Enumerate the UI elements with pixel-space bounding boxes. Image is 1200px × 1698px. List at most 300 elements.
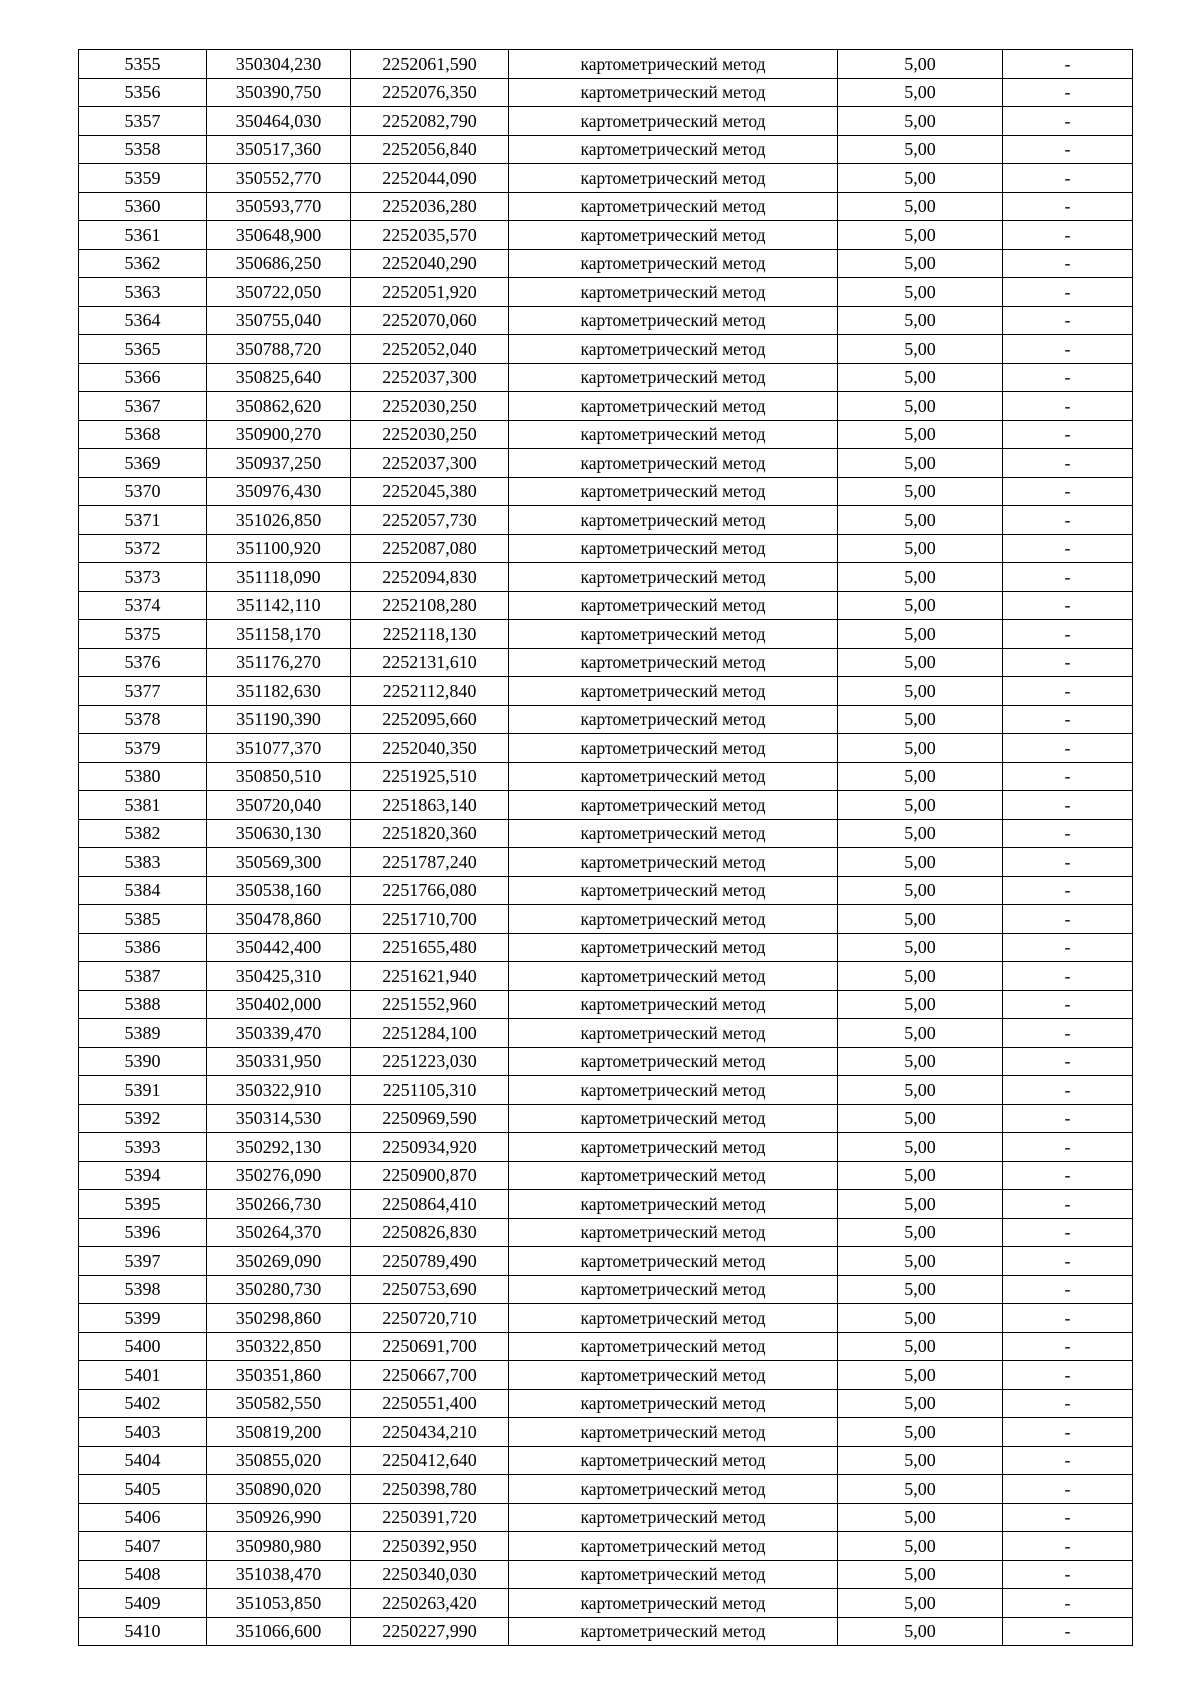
point-number-cell: 5385 [79, 905, 207, 934]
y-coordinate-cell: 2250934,920 [351, 1133, 509, 1162]
table-row [79, 1361, 1133, 1390]
x-coordinate-cell: 350720,040 [207, 791, 351, 820]
y-coordinate-cell: 2250412,640 [351, 1446, 509, 1475]
x-coordinate-cell: 351038,470 [207, 1560, 351, 1589]
y-coordinate-cell: 2252040,350 [351, 734, 509, 763]
y-coordinate-cell: 2252037,300 [351, 449, 509, 478]
x-coordinate-cell: 350402,000 [207, 990, 351, 1019]
point-number-cell: 5409 [79, 1589, 207, 1618]
y-coordinate-cell: 2250667,700 [351, 1361, 509, 1390]
x-coordinate-cell: 350464,030 [207, 107, 351, 136]
note-cell: - [1003, 1076, 1133, 1105]
x-coordinate-cell: 350314,530 [207, 1104, 351, 1133]
table-row [79, 420, 1133, 449]
method-cell: картометрический метод [509, 1389, 838, 1418]
note-cell: - [1003, 1617, 1133, 1646]
table-row [79, 1389, 1133, 1418]
point-number-cell: 5369 [79, 449, 207, 478]
table-row [79, 192, 1133, 221]
point-number-cell: 5383 [79, 848, 207, 877]
x-coordinate-cell: 351190,390 [207, 705, 351, 734]
method-cell: картометрический метод [509, 1589, 838, 1618]
accuracy-cell: 5,00 [838, 620, 1003, 649]
y-coordinate-cell: 2252131,610 [351, 648, 509, 677]
table-row [79, 591, 1133, 620]
note-cell: - [1003, 1133, 1133, 1162]
table-row [79, 534, 1133, 563]
accuracy-cell: 5,00 [838, 164, 1003, 193]
y-coordinate-cell: 2252082,790 [351, 107, 509, 136]
table-row [79, 50, 1133, 79]
accuracy-cell: 5,00 [838, 1247, 1003, 1276]
point-number-cell: 5384 [79, 876, 207, 905]
point-number-cell: 5377 [79, 677, 207, 706]
point-number-cell: 5379 [79, 734, 207, 763]
y-coordinate-cell: 2251105,310 [351, 1076, 509, 1105]
note-cell: - [1003, 1418, 1133, 1447]
method-cell: картометрический метод [509, 876, 838, 905]
note-cell: - [1003, 591, 1133, 620]
method-cell: картометрический метод [509, 648, 838, 677]
x-coordinate-cell: 350322,910 [207, 1076, 351, 1105]
method-cell: картометрический метод [509, 306, 838, 335]
y-coordinate-cell: 2252094,830 [351, 563, 509, 592]
x-coordinate-cell: 350442,400 [207, 933, 351, 962]
x-coordinate-cell: 351118,090 [207, 563, 351, 592]
y-coordinate-cell: 2250720,710 [351, 1304, 509, 1333]
table-row [79, 1076, 1133, 1105]
method-cell: картометрический метод [509, 1418, 838, 1447]
point-number-cell: 5388 [79, 990, 207, 1019]
point-number-cell: 5359 [79, 164, 207, 193]
point-number-cell: 5400 [79, 1332, 207, 1361]
x-coordinate-cell: 350788,720 [207, 335, 351, 364]
x-coordinate-cell: 350425,310 [207, 962, 351, 991]
x-coordinate-cell: 350630,130 [207, 819, 351, 848]
x-coordinate-cell: 351158,170 [207, 620, 351, 649]
note-cell: - [1003, 1503, 1133, 1532]
y-coordinate-cell: 2252051,920 [351, 278, 509, 307]
accuracy-cell: 5,00 [838, 1161, 1003, 1190]
method-cell: картометрический метод [509, 1161, 838, 1190]
accuracy-cell: 5,00 [838, 734, 1003, 763]
table-row [79, 392, 1133, 421]
note-cell: - [1003, 1104, 1133, 1133]
y-coordinate-cell: 2252052,040 [351, 335, 509, 364]
y-coordinate-cell: 2252035,570 [351, 221, 509, 250]
point-number-cell: 5356 [79, 78, 207, 107]
note-cell: - [1003, 762, 1133, 791]
y-coordinate-cell: 2250969,590 [351, 1104, 509, 1133]
x-coordinate-cell: 350339,470 [207, 1019, 351, 1048]
table-row [79, 848, 1133, 877]
table-row [79, 1133, 1133, 1162]
y-coordinate-cell: 2252030,250 [351, 392, 509, 421]
y-coordinate-cell: 2251863,140 [351, 791, 509, 820]
point-number-cell: 5389 [79, 1019, 207, 1048]
method-cell: картометрический метод [509, 50, 838, 79]
method-cell: картометрический метод [509, 762, 838, 791]
accuracy-cell: 5,00 [838, 1361, 1003, 1390]
table-row [79, 1304, 1133, 1333]
x-coordinate-cell: 351100,920 [207, 534, 351, 563]
accuracy-cell: 5,00 [838, 1475, 1003, 1504]
x-coordinate-cell: 350569,300 [207, 848, 351, 877]
accuracy-cell: 5,00 [838, 50, 1003, 79]
note-cell: - [1003, 1475, 1133, 1504]
accuracy-cell: 5,00 [838, 1304, 1003, 1333]
accuracy-cell: 5,00 [838, 1190, 1003, 1219]
point-number-cell: 5382 [79, 819, 207, 848]
table-row [79, 221, 1133, 250]
method-cell: картометрический метод [509, 591, 838, 620]
point-number-cell: 5380 [79, 762, 207, 791]
method-cell: картометрический метод [509, 363, 838, 392]
method-cell: картометрический метод [509, 1617, 838, 1646]
table-row [79, 1190, 1133, 1219]
x-coordinate-cell: 350862,620 [207, 392, 351, 421]
method-cell: картометрический метод [509, 335, 838, 364]
accuracy-cell: 5,00 [838, 392, 1003, 421]
point-number-cell: 5396 [79, 1218, 207, 1247]
accuracy-cell: 5,00 [838, 363, 1003, 392]
table-row [79, 363, 1133, 392]
y-coordinate-cell: 2252045,380 [351, 477, 509, 506]
x-coordinate-cell: 350926,990 [207, 1503, 351, 1532]
accuracy-cell: 5,00 [838, 705, 1003, 734]
method-cell: картометрический метод [509, 1076, 838, 1105]
y-coordinate-cell: 2250551,400 [351, 1389, 509, 1418]
y-coordinate-cell: 2252036,280 [351, 192, 509, 221]
table-row [79, 78, 1133, 107]
table-row [79, 620, 1133, 649]
method-cell: картометрический метод [509, 278, 838, 307]
accuracy-cell: 5,00 [838, 905, 1003, 934]
note-cell: - [1003, 1332, 1133, 1361]
y-coordinate-cell: 2250398,780 [351, 1475, 509, 1504]
y-coordinate-cell: 2251655,480 [351, 933, 509, 962]
point-number-cell: 5355 [79, 50, 207, 79]
x-coordinate-cell: 350264,370 [207, 1218, 351, 1247]
accuracy-cell: 5,00 [838, 762, 1003, 791]
point-number-cell: 5358 [79, 135, 207, 164]
method-cell: картометрический метод [509, 990, 838, 1019]
point-number-cell: 5390 [79, 1047, 207, 1076]
y-coordinate-cell: 2251787,240 [351, 848, 509, 877]
method-cell: картометрический метод [509, 1304, 838, 1333]
note-cell: - [1003, 791, 1133, 820]
method-cell: картометрический метод [509, 107, 838, 136]
y-coordinate-cell: 2251621,940 [351, 962, 509, 991]
y-coordinate-cell: 2251710,700 [351, 905, 509, 934]
method-cell: картометрический метод [509, 791, 838, 820]
method-cell: картометрический метод [509, 1475, 838, 1504]
x-coordinate-cell: 350280,730 [207, 1275, 351, 1304]
x-coordinate-cell: 350825,640 [207, 363, 351, 392]
point-number-cell: 5368 [79, 420, 207, 449]
note-cell: - [1003, 1589, 1133, 1618]
x-coordinate-cell: 351026,850 [207, 506, 351, 535]
point-number-cell: 5407 [79, 1532, 207, 1561]
x-coordinate-cell: 350292,130 [207, 1133, 351, 1162]
note-cell: - [1003, 1389, 1133, 1418]
y-coordinate-cell: 2252030,250 [351, 420, 509, 449]
y-coordinate-cell: 2252061,590 [351, 50, 509, 79]
accuracy-cell: 5,00 [838, 962, 1003, 991]
table-row [79, 876, 1133, 905]
accuracy-cell: 5,00 [838, 534, 1003, 563]
x-coordinate-cell: 350322,850 [207, 1332, 351, 1361]
note-cell: - [1003, 705, 1133, 734]
point-number-cell: 5402 [79, 1389, 207, 1418]
y-coordinate-cell: 2250392,950 [351, 1532, 509, 1561]
point-number-cell: 5371 [79, 506, 207, 535]
table-row [79, 1218, 1133, 1247]
method-cell: картометрический метод [509, 1532, 838, 1561]
table-row [79, 278, 1133, 307]
table-row [79, 791, 1133, 820]
y-coordinate-cell: 2252037,300 [351, 363, 509, 392]
table-row [79, 1617, 1133, 1646]
point-number-cell: 5363 [79, 278, 207, 307]
y-coordinate-cell: 2251284,100 [351, 1019, 509, 1048]
note-cell: - [1003, 677, 1133, 706]
table-row [79, 1418, 1133, 1447]
table-row [79, 648, 1133, 677]
table-row [79, 1104, 1133, 1133]
accuracy-cell: 5,00 [838, 1532, 1003, 1561]
table-row [79, 1047, 1133, 1076]
point-number-cell: 5365 [79, 335, 207, 364]
accuracy-cell: 5,00 [838, 1133, 1003, 1162]
note-cell: - [1003, 107, 1133, 136]
table-row [79, 1019, 1133, 1048]
x-coordinate-cell: 350900,270 [207, 420, 351, 449]
table-row [79, 677, 1133, 706]
accuracy-cell: 5,00 [838, 1389, 1003, 1418]
x-coordinate-cell: 350478,860 [207, 905, 351, 934]
accuracy-cell: 5,00 [838, 1446, 1003, 1475]
coordinates-table [78, 49, 1133, 1646]
note-cell: - [1003, 1446, 1133, 1475]
method-cell: картометрический метод [509, 164, 838, 193]
accuracy-cell: 5,00 [838, 306, 1003, 335]
accuracy-cell: 5,00 [838, 192, 1003, 221]
accuracy-cell: 5,00 [838, 477, 1003, 506]
y-coordinate-cell: 2252108,280 [351, 591, 509, 620]
x-coordinate-cell: 350976,430 [207, 477, 351, 506]
point-number-cell: 5387 [79, 962, 207, 991]
table-row [79, 306, 1133, 335]
note-cell: - [1003, 563, 1133, 592]
method-cell: картометрический метод [509, 192, 838, 221]
accuracy-cell: 5,00 [838, 221, 1003, 250]
method-cell: картометрический метод [509, 705, 838, 734]
method-cell: картометрический метод [509, 1019, 838, 1048]
table-body [79, 50, 1133, 1646]
table-row [79, 734, 1133, 763]
method-cell: картометрический метод [509, 1332, 838, 1361]
accuracy-cell: 5,00 [838, 990, 1003, 1019]
note-cell: - [1003, 734, 1133, 763]
x-coordinate-cell: 350890,020 [207, 1475, 351, 1504]
y-coordinate-cell: 2250340,030 [351, 1560, 509, 1589]
point-number-cell: 5393 [79, 1133, 207, 1162]
point-number-cell: 5361 [79, 221, 207, 250]
point-number-cell: 5364 [79, 306, 207, 335]
x-coordinate-cell: 350582,550 [207, 1389, 351, 1418]
note-cell: - [1003, 620, 1133, 649]
y-coordinate-cell: 2251925,510 [351, 762, 509, 791]
x-coordinate-cell: 351066,600 [207, 1617, 351, 1646]
point-number-cell: 5406 [79, 1503, 207, 1532]
y-coordinate-cell: 2250434,210 [351, 1418, 509, 1447]
note-cell: - [1003, 534, 1133, 563]
table-row [79, 164, 1133, 193]
table-row [79, 1161, 1133, 1190]
table-row [79, 905, 1133, 934]
method-cell: картометрический метод [509, 221, 838, 250]
method-cell: картометрический метод [509, 78, 838, 107]
y-coordinate-cell: 2252112,840 [351, 677, 509, 706]
accuracy-cell: 5,00 [838, 506, 1003, 535]
x-coordinate-cell: 350722,050 [207, 278, 351, 307]
method-cell: картометрический метод [509, 506, 838, 535]
table-row [79, 962, 1133, 991]
x-coordinate-cell: 350331,950 [207, 1047, 351, 1076]
method-cell: картометрический метод [509, 1047, 838, 1076]
x-coordinate-cell: 350980,980 [207, 1532, 351, 1561]
table-row [79, 1560, 1133, 1589]
method-cell: картометрический метод [509, 1503, 838, 1532]
method-cell: картометрический метод [509, 848, 838, 877]
accuracy-cell: 5,00 [838, 1047, 1003, 1076]
note-cell: - [1003, 1361, 1133, 1390]
method-cell: картометрический метод [509, 1104, 838, 1133]
method-cell: картометрический метод [509, 135, 838, 164]
accuracy-cell: 5,00 [838, 449, 1003, 478]
point-number-cell: 5392 [79, 1104, 207, 1133]
method-cell: картометрический метод [509, 1361, 838, 1390]
method-cell: картометрический метод [509, 477, 838, 506]
point-number-cell: 5375 [79, 620, 207, 649]
note-cell: - [1003, 249, 1133, 278]
y-coordinate-cell: 2252076,350 [351, 78, 509, 107]
x-coordinate-cell: 350351,860 [207, 1361, 351, 1390]
method-cell: картометрический метод [509, 734, 838, 763]
y-coordinate-cell: 2252056,840 [351, 135, 509, 164]
y-coordinate-cell: 2250753,690 [351, 1275, 509, 1304]
y-coordinate-cell: 2250263,420 [351, 1589, 509, 1618]
accuracy-cell: 5,00 [838, 848, 1003, 877]
point-number-cell: 5399 [79, 1304, 207, 1333]
accuracy-cell: 5,00 [838, 1503, 1003, 1532]
table-row [79, 563, 1133, 592]
accuracy-cell: 5,00 [838, 677, 1003, 706]
point-number-cell: 5401 [79, 1361, 207, 1390]
method-cell: картометрический метод [509, 534, 838, 563]
note-cell: - [1003, 990, 1133, 1019]
accuracy-cell: 5,00 [838, 1218, 1003, 1247]
point-number-cell: 5408 [79, 1560, 207, 1589]
y-coordinate-cell: 2250864,410 [351, 1190, 509, 1219]
method-cell: картометрический метод [509, 905, 838, 934]
note-cell: - [1003, 848, 1133, 877]
accuracy-cell: 5,00 [838, 1275, 1003, 1304]
accuracy-cell: 5,00 [838, 107, 1003, 136]
method-cell: картометрический метод [509, 1446, 838, 1475]
table-row [79, 1503, 1133, 1532]
note-cell: - [1003, 363, 1133, 392]
accuracy-cell: 5,00 [838, 819, 1003, 848]
y-coordinate-cell: 2250227,990 [351, 1617, 509, 1646]
method-cell: картометрический метод [509, 677, 838, 706]
point-number-cell: 5394 [79, 1161, 207, 1190]
table-row [79, 990, 1133, 1019]
accuracy-cell: 5,00 [838, 420, 1003, 449]
table-row [79, 1475, 1133, 1504]
y-coordinate-cell: 2250691,700 [351, 1332, 509, 1361]
accuracy-cell: 5,00 [838, 1104, 1003, 1133]
table-row [79, 449, 1133, 478]
note-cell: - [1003, 506, 1133, 535]
note-cell: - [1003, 420, 1133, 449]
note-cell: - [1003, 192, 1133, 221]
point-number-cell: 5360 [79, 192, 207, 221]
x-coordinate-cell: 350648,900 [207, 221, 351, 250]
method-cell: картометрический метод [509, 962, 838, 991]
method-cell: картометрический метод [509, 933, 838, 962]
x-coordinate-cell: 350390,750 [207, 78, 351, 107]
point-number-cell: 5404 [79, 1446, 207, 1475]
note-cell: - [1003, 1047, 1133, 1076]
point-number-cell: 5410 [79, 1617, 207, 1646]
note-cell: - [1003, 648, 1133, 677]
note-cell: - [1003, 221, 1133, 250]
x-coordinate-cell: 350552,770 [207, 164, 351, 193]
x-coordinate-cell: 350517,360 [207, 135, 351, 164]
accuracy-cell: 5,00 [838, 876, 1003, 905]
y-coordinate-cell: 2250789,490 [351, 1247, 509, 1276]
method-cell: картометрический метод [509, 1190, 838, 1219]
x-coordinate-cell: 350937,250 [207, 449, 351, 478]
note-cell: - [1003, 1247, 1133, 1276]
table-row [79, 1332, 1133, 1361]
point-number-cell: 5397 [79, 1247, 207, 1276]
accuracy-cell: 5,00 [838, 1332, 1003, 1361]
accuracy-cell: 5,00 [838, 278, 1003, 307]
y-coordinate-cell: 2250900,870 [351, 1161, 509, 1190]
table-row [79, 1589, 1133, 1618]
method-cell: картометрический метод [509, 1560, 838, 1589]
accuracy-cell: 5,00 [838, 249, 1003, 278]
y-coordinate-cell: 2252070,060 [351, 306, 509, 335]
y-coordinate-cell: 2250826,830 [351, 1218, 509, 1247]
accuracy-cell: 5,00 [838, 1418, 1003, 1447]
table-row [79, 933, 1133, 962]
y-coordinate-cell: 2252040,290 [351, 249, 509, 278]
x-coordinate-cell: 350755,040 [207, 306, 351, 335]
method-cell: картометрический метод [509, 819, 838, 848]
note-cell: - [1003, 449, 1133, 478]
accuracy-cell: 5,00 [838, 1617, 1003, 1646]
x-coordinate-cell: 351077,370 [207, 734, 351, 763]
accuracy-cell: 5,00 [838, 591, 1003, 620]
accuracy-cell: 5,00 [838, 335, 1003, 364]
point-number-cell: 5395 [79, 1190, 207, 1219]
note-cell: - [1003, 392, 1133, 421]
method-cell: картометрический метод [509, 563, 838, 592]
